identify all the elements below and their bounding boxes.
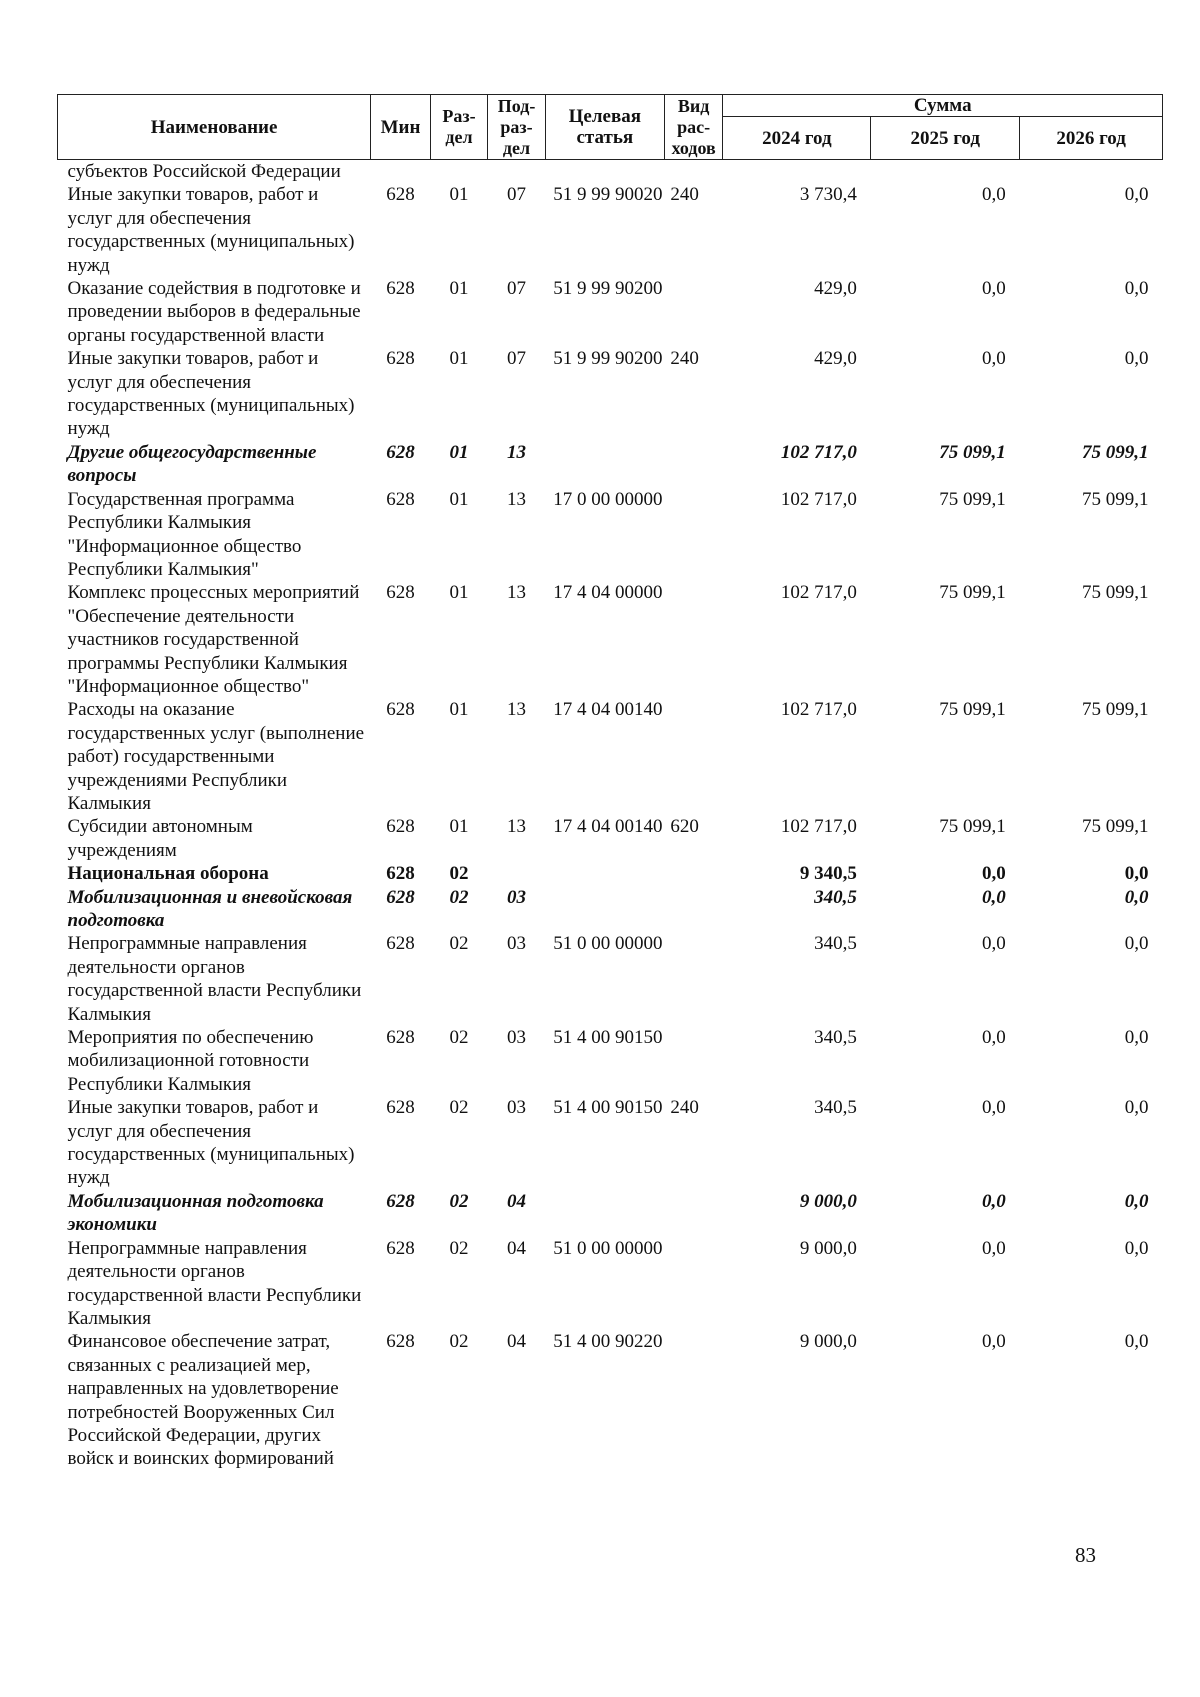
row-razdel: 02 bbox=[449, 1190, 469, 1212]
row-sum-2024: 9 000,0 bbox=[799, 1331, 857, 1353]
row-min: 628 bbox=[386, 886, 415, 908]
row-name: Иные закупки товаров, работ и услуг для обеспечения государственных (муниципальных) нужд bbox=[67, 348, 355, 440]
row-sum-2024: 429,0 bbox=[814, 348, 857, 370]
row-name: Непрограммные направления деятельности органов государственной власти Республики Калмыкия bbox=[67, 1237, 362, 1329]
row-razdel: 02 bbox=[449, 1027, 469, 1049]
row-target: 17 4 04 00000 bbox=[553, 582, 663, 604]
row-sum-2026: 75 099,1 bbox=[1082, 699, 1149, 721]
row-sum-2024: 9 000,0 bbox=[799, 1237, 857, 1259]
row-min: 628 bbox=[386, 1027, 415, 1049]
row-target bbox=[545, 1190, 664, 1237]
row-podrazdel: 03 bbox=[507, 1027, 527, 1049]
row-sum-2025: 0,0 bbox=[981, 1190, 1006, 1212]
row-razdel: 01 bbox=[449, 184, 469, 206]
row-podrazdel: 03 bbox=[507, 933, 527, 955]
row-min bbox=[371, 160, 431, 184]
row-target: 51 9 99 90200 bbox=[553, 278, 663, 300]
row-name: Комплекс процессных мероприятий "Обеспечение деятельности участников государственной программы Республики Калмыкия "Информационное общество" bbox=[67, 582, 360, 697]
row-name: Иные закупки товаров, работ и услуг для обеспечения государственных (муниципальных) нужд bbox=[67, 1097, 355, 1189]
row-target: 51 4 00 90150 bbox=[553, 1027, 663, 1049]
row-name: Оказание содействия в подготовке и проведении выборов в федеральные органы государственной власти bbox=[67, 278, 361, 346]
row-sum-2025: 0,0 bbox=[981, 933, 1006, 955]
row-kind: 240 bbox=[670, 348, 699, 370]
table-body bbox=[58, 160, 1163, 1471]
row-sum-2025: 0,0 bbox=[981, 184, 1006, 206]
row-podrazdel: 03 bbox=[507, 1097, 527, 1119]
row-sum-2026: 75 099,1 bbox=[1082, 582, 1149, 604]
header-podrazdel: Под- раз- дел bbox=[488, 95, 546, 160]
table-row bbox=[58, 488, 1163, 582]
row-podrazdel bbox=[488, 862, 546, 885]
table-row bbox=[58, 886, 1163, 933]
row-razdel: 01 bbox=[449, 441, 469, 463]
row-sum-2026 bbox=[1020, 160, 1163, 184]
header-target: Целевая статья bbox=[545, 95, 664, 160]
row-sum-2025: 0,0 bbox=[981, 1097, 1006, 1119]
row-sum-2024: 429,0 bbox=[814, 278, 857, 300]
row-sum-2024: 102 717,0 bbox=[780, 699, 857, 721]
row-kind: 620 bbox=[670, 816, 699, 838]
row-kind: 240 bbox=[670, 1097, 699, 1119]
budget-table bbox=[57, 94, 1163, 1471]
row-sum-2024: 102 717,0 bbox=[780, 488, 857, 510]
row-name: Непрограммные направления деятельности органов государственной власти Республики Калмыкия bbox=[67, 933, 362, 1025]
row-razdel: 02 bbox=[449, 863, 469, 885]
row-min: 628 bbox=[386, 441, 415, 463]
row-sum-2025: 0,0 bbox=[981, 1237, 1006, 1259]
row-podrazdel: 04 bbox=[507, 1237, 527, 1259]
row-sum-2026: 0,0 bbox=[1124, 278, 1149, 300]
row-name: Мероприятия по обеспечению мобилизационной готовности Республики Калмыкия bbox=[67, 1027, 314, 1095]
row-sum-2026: 0,0 bbox=[1124, 863, 1149, 885]
table-row bbox=[58, 815, 1163, 862]
row-razdel: 02 bbox=[449, 1331, 469, 1353]
row-min: 628 bbox=[386, 816, 415, 838]
row-min: 628 bbox=[386, 582, 415, 604]
row-kind bbox=[664, 932, 723, 1026]
row-sum-2025: 0,0 bbox=[981, 863, 1006, 885]
row-sum-2024: 102 717,0 bbox=[780, 582, 857, 604]
row-sum-2024: 3 730,4 bbox=[799, 184, 857, 206]
row-target bbox=[545, 886, 664, 933]
row-sum-2025: 0,0 bbox=[981, 348, 1006, 370]
row-razdel: 01 bbox=[449, 348, 469, 370]
row-kind bbox=[664, 698, 723, 815]
row-podrazdel: 13 bbox=[507, 582, 527, 604]
row-kind: 240 bbox=[670, 184, 699, 206]
row-sum-2025: 0,0 bbox=[981, 1331, 1006, 1353]
row-sum-2026: 75 099,1 bbox=[1082, 816, 1149, 838]
table-row bbox=[58, 441, 1163, 488]
header-razdel: Раз- дел bbox=[430, 95, 488, 160]
header-year-2026: 2026 год bbox=[1020, 117, 1163, 160]
row-sum-2024: 340,5 bbox=[814, 933, 857, 955]
row-kind bbox=[664, 1237, 723, 1331]
row-min: 628 bbox=[386, 1237, 415, 1259]
row-target: 51 9 99 90200 bbox=[553, 348, 663, 370]
table-row bbox=[58, 347, 1163, 441]
row-sum-2026: 0,0 bbox=[1124, 1237, 1149, 1259]
table-row bbox=[58, 1096, 1163, 1190]
row-podrazdel: 07 bbox=[507, 278, 527, 300]
row-name: субъектов Российской Федерации bbox=[67, 161, 341, 182]
row-podrazdel: 03 bbox=[507, 886, 527, 908]
row-sum-2024: 9 340,5 bbox=[799, 863, 857, 885]
row-sum-2024: 340,5 bbox=[814, 886, 857, 908]
row-min: 628 bbox=[386, 1190, 415, 1212]
table-row bbox=[58, 1237, 1163, 1331]
row-min: 628 bbox=[386, 348, 415, 370]
row-podrazdel: 07 bbox=[507, 184, 527, 206]
row-kind bbox=[664, 1026, 723, 1096]
row-target: 17 4 04 00140 bbox=[553, 816, 663, 838]
row-name: Субсидии автономным учреждениям bbox=[67, 816, 253, 861]
row-razdel: 02 bbox=[449, 1237, 469, 1259]
row-razdel: 01 bbox=[449, 488, 469, 510]
row-target: 17 4 04 00140 bbox=[553, 699, 663, 721]
table-row bbox=[58, 932, 1163, 1026]
table-row bbox=[58, 862, 1163, 885]
row-name: Государственная программа Республики Калмыкия "Информационное общество Республики Калмыкия" bbox=[67, 488, 302, 580]
row-sum-2024: 102 717,0 bbox=[780, 441, 857, 463]
row-razdel: 01 bbox=[449, 278, 469, 300]
row-kind bbox=[664, 1190, 723, 1237]
row-razdel: 02 bbox=[449, 886, 469, 908]
row-kind bbox=[664, 277, 723, 347]
row-min: 628 bbox=[386, 863, 415, 885]
row-razdel bbox=[430, 160, 488, 184]
row-target: 51 9 99 90020 bbox=[553, 184, 663, 206]
row-sum-2026: 0,0 bbox=[1124, 1097, 1149, 1119]
row-target bbox=[545, 160, 664, 184]
row-podrazdel: 13 bbox=[507, 699, 527, 721]
row-sum-2025: 0,0 bbox=[981, 278, 1006, 300]
row-sum-2026: 0,0 bbox=[1124, 1027, 1149, 1049]
row-sum-2026: 0,0 bbox=[1124, 184, 1149, 206]
page-number: 83 bbox=[1075, 1543, 1096, 1567]
row-target: 17 0 00 00000 bbox=[553, 488, 663, 510]
row-name: Финансовое обеспечение затрат, связанных с реализацией мер, направленных на удовлетворение потребностей Вооруженных Сил Российской Федерации, других войск и воинских формирований bbox=[67, 1331, 339, 1470]
row-name: Расходы на оказание государственных услуг (выполнение работ) государственными учреждениями Республики Калмыкия bbox=[67, 699, 365, 814]
row-kind bbox=[664, 441, 723, 488]
row-podrazdel bbox=[488, 160, 546, 184]
table-row bbox=[58, 698, 1163, 815]
table-row bbox=[58, 277, 1163, 347]
row-sum-2025: 75 099,1 bbox=[939, 816, 1006, 838]
row-sum-2026: 0,0 bbox=[1124, 886, 1149, 908]
row-min: 628 bbox=[386, 1331, 415, 1353]
row-name: Иные закупки товаров, работ и услуг для обеспечения государственных (муниципальных) нужд bbox=[67, 184, 355, 276]
row-sum-2026: 0,0 bbox=[1124, 348, 1149, 370]
row-kind bbox=[664, 1330, 723, 1470]
row-kind bbox=[664, 886, 723, 933]
row-sum-2025: 75 099,1 bbox=[939, 441, 1006, 463]
row-min: 628 bbox=[386, 933, 415, 955]
row-razdel: 01 bbox=[449, 816, 469, 838]
header-min: Мин bbox=[371, 95, 431, 160]
table-row bbox=[58, 160, 1163, 184]
header-year-2024: 2024 год bbox=[723, 117, 871, 160]
row-sum-2025 bbox=[871, 160, 1020, 184]
row-podrazdel: 13 bbox=[507, 441, 527, 463]
row-kind bbox=[664, 160, 723, 184]
row-podrazdel: 13 bbox=[507, 488, 527, 510]
row-target: 51 0 00 00000 bbox=[553, 1237, 663, 1259]
row-sum-2025: 75 099,1 bbox=[939, 582, 1006, 604]
row-min: 628 bbox=[386, 278, 415, 300]
header-sum: Сумма bbox=[723, 95, 1163, 117]
row-sum-2026: 0,0 bbox=[1124, 1190, 1149, 1212]
row-podrazdel: 04 bbox=[507, 1190, 527, 1212]
row-name: Другие общегосударственные вопросы bbox=[67, 441, 317, 487]
row-sum-2024: 340,5 bbox=[814, 1027, 857, 1049]
row-razdel: 01 bbox=[449, 582, 469, 604]
row-min: 628 bbox=[386, 488, 415, 510]
row-min: 628 bbox=[386, 184, 415, 206]
row-min: 628 bbox=[386, 1097, 415, 1119]
row-sum-2025: 0,0 bbox=[981, 1027, 1006, 1049]
row-podrazdel: 07 bbox=[507, 348, 527, 370]
row-sum-2025: 0,0 bbox=[981, 886, 1006, 908]
table-row bbox=[58, 1190, 1163, 1237]
row-min: 628 bbox=[386, 699, 415, 721]
row-razdel: 01 bbox=[449, 699, 469, 721]
row-kind bbox=[664, 581, 723, 698]
row-name: Мобилизационная и вневойсковая подготовка bbox=[67, 886, 353, 931]
row-target: 51 0 00 00000 bbox=[553, 933, 663, 955]
table-row bbox=[58, 1026, 1163, 1096]
header-kind: Вид рас- ходов bbox=[664, 95, 723, 160]
row-target bbox=[545, 862, 664, 885]
row-sum-2026: 75 099,1 bbox=[1082, 441, 1149, 463]
row-name: Мобилизационная подготовка экономики bbox=[67, 1190, 324, 1236]
row-sum-2024: 340,5 bbox=[814, 1097, 857, 1119]
table-header bbox=[58, 95, 1163, 160]
row-razdel: 02 bbox=[449, 1097, 469, 1119]
row-target: 51 4 00 90150 bbox=[553, 1097, 663, 1119]
row-razdel: 02 bbox=[449, 933, 469, 955]
row-target bbox=[545, 441, 664, 488]
header-year-2025: 2025 год bbox=[871, 117, 1020, 160]
row-sum-2024 bbox=[723, 160, 871, 184]
row-sum-2025: 75 099,1 bbox=[939, 488, 1006, 510]
row-name: Национальная оборона bbox=[67, 863, 269, 885]
table-row bbox=[58, 581, 1163, 698]
row-sum-2024: 102 717,0 bbox=[780, 816, 857, 838]
row-sum-2026: 75 099,1 bbox=[1082, 488, 1149, 510]
row-podrazdel: 04 bbox=[507, 1331, 527, 1353]
row-podrazdel: 13 bbox=[507, 816, 527, 838]
table-row bbox=[58, 1330, 1163, 1470]
header-name: Наименование bbox=[58, 95, 371, 160]
row-kind bbox=[664, 862, 723, 885]
row-sum-2024: 9 000,0 bbox=[799, 1190, 857, 1212]
row-sum-2026: 0,0 bbox=[1124, 1331, 1149, 1353]
row-sum-2025: 75 099,1 bbox=[939, 699, 1006, 721]
row-sum-2026: 0,0 bbox=[1124, 933, 1149, 955]
row-kind bbox=[664, 488, 723, 582]
table-row bbox=[58, 183, 1163, 277]
row-target: 51 4 00 90220 bbox=[553, 1331, 663, 1353]
